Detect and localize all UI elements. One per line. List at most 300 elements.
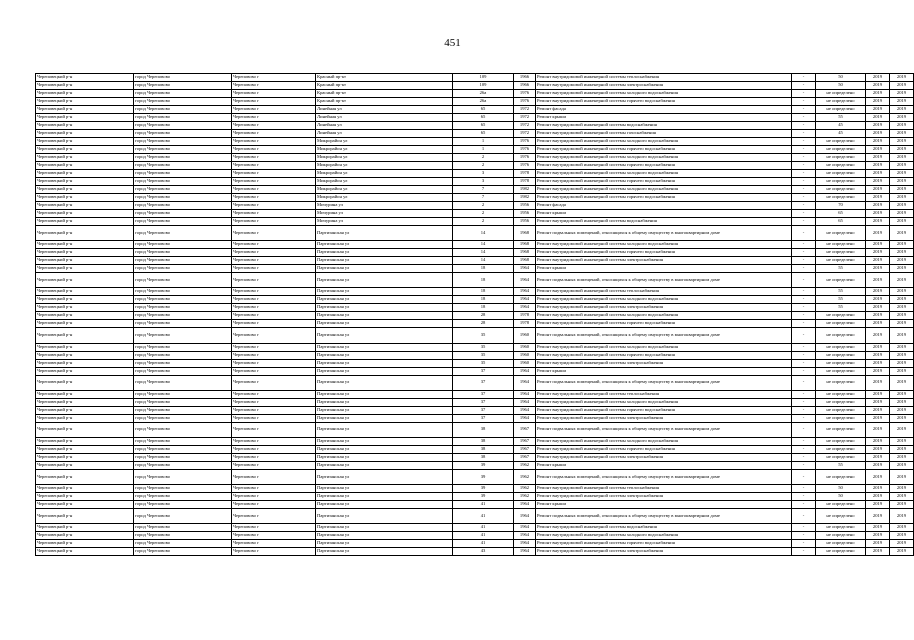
cell-build-year: 1964 xyxy=(514,296,536,304)
cell-end-year: 2019 xyxy=(890,114,914,122)
cell-dash: - xyxy=(792,509,816,524)
cell-street: Линейная ул xyxy=(316,130,453,138)
cell-locality: Череповово г xyxy=(232,367,316,375)
cell-deterioration: не определено xyxy=(816,453,866,461)
cell-street: Партизанская ул xyxy=(316,249,453,257)
cell-locality: Череповово г xyxy=(232,445,316,453)
cell-end-year: 2019 xyxy=(890,461,914,469)
cell-house-number: 35 xyxy=(453,351,514,359)
cell-district: Череповецкий р-н xyxy=(36,98,134,106)
cell-street: Микрорайон ул xyxy=(316,138,453,146)
cell-settlement: город Череповово xyxy=(134,343,232,351)
cell-street: Микрорайон ул xyxy=(316,194,453,202)
cell-district: Череповецкий р-н xyxy=(36,82,134,90)
cell-house-number: 109 xyxy=(453,82,514,90)
cell-locality: Череповово г xyxy=(232,194,316,202)
cell-dash: - xyxy=(792,437,816,445)
cell-build-year: 1967 xyxy=(514,453,536,461)
table-row xyxy=(36,398,914,406)
table-row xyxy=(36,296,914,304)
cell-district: Череповецкий р-н xyxy=(36,273,134,288)
cell-settlement: город Череповово xyxy=(134,288,232,296)
cell-dash: - xyxy=(792,351,816,359)
cell-work-type: Ремонт внутридомовой инженерной системы теплоснабжения xyxy=(536,74,792,82)
cell-end-year: 2019 xyxy=(890,288,914,296)
cell-street: Мичурина ул xyxy=(316,202,453,210)
cell-street: Партизанская ул xyxy=(316,501,453,509)
cell-work-type: Ремонт подвальных помещений, относящихся к общему имуществу в многоквартирном доме xyxy=(536,422,792,437)
cell-deterioration: 55 xyxy=(816,265,866,273)
cell-street: Партизанская ул xyxy=(316,359,453,367)
cell-street: Партизанская ул xyxy=(316,469,453,484)
cell-end-year: 2019 xyxy=(890,296,914,304)
cell-house-number: 39 xyxy=(453,485,514,493)
cell-locality: Череповово г xyxy=(232,202,316,210)
cell-dash: - xyxy=(792,265,816,273)
cell-deterioration: 55 xyxy=(816,304,866,312)
cell-end-year: 2019 xyxy=(890,501,914,509)
cell-build-year: 1966 xyxy=(514,82,536,90)
cell-street: Партизанская ул xyxy=(316,257,453,265)
cell-settlement: город Череповово xyxy=(134,320,232,328)
table-row xyxy=(36,210,914,218)
cell-settlement: город Череповово xyxy=(134,359,232,367)
cell-house-number: 1 xyxy=(453,138,514,146)
table-row xyxy=(36,249,914,257)
cell-start-year: 2019 xyxy=(866,288,890,296)
cell-district: Череповецкий р-н xyxy=(36,359,134,367)
cell-house-number: 2 xyxy=(453,210,514,218)
cell-house-number: 38 xyxy=(453,453,514,461)
cell-dash: - xyxy=(792,241,816,249)
cell-start-year: 2019 xyxy=(866,453,890,461)
cell-house-number: 3 xyxy=(453,170,514,178)
cell-end-year: 2019 xyxy=(890,74,914,82)
cell-deterioration: 45 xyxy=(816,122,866,130)
table-row xyxy=(36,414,914,422)
cell-deterioration: не определено xyxy=(816,226,866,241)
cell-street: Партизанская ул xyxy=(316,461,453,469)
cell-start-year: 2019 xyxy=(866,485,890,493)
cell-work-type: Ремонт внутридомовой инженерной системы горячего водоснабжения xyxy=(536,406,792,414)
cell-deterioration: не определено xyxy=(816,390,866,398)
table-row xyxy=(36,194,914,202)
cell-end-year: 2019 xyxy=(890,162,914,170)
cell-dash: - xyxy=(792,249,816,257)
cell-build-year: 1967 xyxy=(514,445,536,453)
cell-end-year: 2019 xyxy=(890,414,914,422)
cell-deterioration: 70 xyxy=(816,202,866,210)
cell-house-number: 2 xyxy=(453,162,514,170)
cell-settlement: город Череповово xyxy=(134,422,232,437)
cell-district: Череповецкий р-н xyxy=(36,170,134,178)
cell-end-year: 2019 xyxy=(890,90,914,98)
cell-build-year: 1982 xyxy=(514,186,536,194)
cell-build-year: 1956 xyxy=(514,202,536,210)
cell-street: Партизанская ул xyxy=(316,304,453,312)
cell-work-type: Ремонт внутридомовой инженерной системы горячего водоснабжения xyxy=(536,249,792,257)
cell-settlement: город Череповово xyxy=(134,202,232,210)
cell-start-year: 2019 xyxy=(866,540,890,548)
cell-district: Череповецкий р-н xyxy=(36,218,134,226)
cell-house-number: 39 xyxy=(453,461,514,469)
cell-house-number: 39 xyxy=(453,469,514,484)
cell-street: Партизанская ул xyxy=(316,351,453,359)
cell-house-number: 35 xyxy=(453,343,514,351)
cell-deterioration: не определено xyxy=(816,194,866,202)
cell-dash: - xyxy=(792,82,816,90)
cell-build-year: 1964 xyxy=(514,532,536,540)
cell-house-number: 26а xyxy=(453,98,514,106)
cell-locality: Череповово г xyxy=(232,312,316,320)
cell-locality: Череповово г xyxy=(232,343,316,351)
cell-settlement: город Череповово xyxy=(134,162,232,170)
cell-start-year: 2019 xyxy=(866,548,890,556)
cell-end-year: 2019 xyxy=(890,509,914,524)
cell-start-year: 2019 xyxy=(866,493,890,501)
cell-work-type: Ремонт внутридомовой инженерной системы водоснабжения xyxy=(536,122,792,130)
cell-build-year: 1962 xyxy=(514,485,536,493)
cell-district: Череповецкий р-н xyxy=(36,265,134,273)
cell-street: Партизанская ул xyxy=(316,445,453,453)
cell-district: Череповецкий р-н xyxy=(36,509,134,524)
cell-district: Череповецкий р-н xyxy=(36,485,134,493)
table-row xyxy=(36,202,914,210)
table-row xyxy=(36,304,914,312)
cell-deterioration: не определено xyxy=(816,359,866,367)
cell-deterioration: не определено xyxy=(816,445,866,453)
cell-street: Партизанская ул xyxy=(316,509,453,524)
cell-settlement: город Череповово xyxy=(134,414,232,422)
cell-start-year: 2019 xyxy=(866,359,890,367)
table-row xyxy=(36,540,914,548)
cell-locality: Череповово г xyxy=(232,414,316,422)
cell-build-year: 1976 xyxy=(514,98,536,106)
cell-dash: - xyxy=(792,170,816,178)
cell-street: Красный пр-кт xyxy=(316,98,453,106)
cell-deterioration: не определено xyxy=(816,154,866,162)
cell-end-year: 2019 xyxy=(890,265,914,273)
cell-build-year: 1964 xyxy=(514,390,536,398)
cell-settlement: город Череповово xyxy=(134,304,232,312)
cell-district: Череповецкий р-н xyxy=(36,74,134,82)
cell-work-type: Ремонт фасада xyxy=(536,106,792,114)
cell-dash: - xyxy=(792,98,816,106)
cell-build-year: 1964 xyxy=(514,304,536,312)
table-row xyxy=(36,359,914,367)
cell-district: Череповецкий р-н xyxy=(36,122,134,130)
cell-district: Череповецкий р-н xyxy=(36,138,134,146)
cell-street: Партизанская ул xyxy=(316,312,453,320)
cell-settlement: город Череповово xyxy=(134,273,232,288)
cell-work-type: Ремонт подвальных помещений, относящихся к общему имуществу в многоквартирном доме xyxy=(536,226,792,241)
cell-settlement: город Череповово xyxy=(134,74,232,82)
cell-end-year: 2019 xyxy=(890,493,914,501)
cell-end-year: 2019 xyxy=(890,170,914,178)
cell-locality: Череповово г xyxy=(232,359,316,367)
cell-start-year: 2019 xyxy=(866,146,890,154)
cell-locality: Череповово г xyxy=(232,422,316,437)
cell-build-year: 1964 xyxy=(514,288,536,296)
cell-start-year: 2019 xyxy=(866,398,890,406)
cell-house-number: 14 xyxy=(453,241,514,249)
cell-street: Партизанская ул xyxy=(316,241,453,249)
cell-work-type: Ремонт крыши xyxy=(536,210,792,218)
cell-dash: - xyxy=(792,493,816,501)
cell-build-year: 1978 xyxy=(514,320,536,328)
cell-start-year: 2019 xyxy=(866,178,890,186)
table-row xyxy=(36,122,914,130)
cell-work-type: Ремонт внутридомовой инженерной системы электроснабжения xyxy=(536,548,792,556)
cell-build-year: 1960 xyxy=(514,328,536,343)
cell-settlement: город Череповово xyxy=(134,485,232,493)
cell-street: Красный пр-кт xyxy=(316,82,453,90)
cell-street: Партизанская ул xyxy=(316,375,453,390)
cell-deterioration: не определено xyxy=(816,138,866,146)
cell-end-year: 2019 xyxy=(890,130,914,138)
cell-build-year: 1966 xyxy=(514,74,536,82)
cell-dash: - xyxy=(792,194,816,202)
cell-build-year: 1960 xyxy=(514,343,536,351)
cell-dash: - xyxy=(792,74,816,82)
cell-deterioration: не определено xyxy=(816,422,866,437)
cell-house-number: 7 xyxy=(453,194,514,202)
cell-locality: Череповово г xyxy=(232,122,316,130)
cell-dash: - xyxy=(792,106,816,114)
cell-street: Микрорайон ул xyxy=(316,170,453,178)
cell-build-year: 1968 xyxy=(514,226,536,241)
table-row xyxy=(36,170,914,178)
cell-deterioration: не определено xyxy=(816,312,866,320)
table-row xyxy=(36,328,914,343)
cell-locality: Череповово г xyxy=(232,74,316,82)
cell-locality: Череповово г xyxy=(232,548,316,556)
cell-deterioration: не определено xyxy=(816,146,866,154)
cell-settlement: город Череповово xyxy=(134,114,232,122)
cell-locality: Череповово г xyxy=(232,226,316,241)
cell-end-year: 2019 xyxy=(890,422,914,437)
cell-start-year: 2019 xyxy=(866,367,890,375)
cell-locality: Череповово г xyxy=(232,154,316,162)
cell-deterioration: не определено xyxy=(816,501,866,509)
cell-start-year: 2019 xyxy=(866,351,890,359)
cell-district: Череповецкий р-н xyxy=(36,154,134,162)
cell-dash: - xyxy=(792,186,816,194)
cell-house-number: 65 xyxy=(453,106,514,114)
cell-house-number: 18 xyxy=(453,288,514,296)
cell-district: Череповецкий р-н xyxy=(36,524,134,532)
cell-district: Череповецкий р-н xyxy=(36,146,134,154)
cell-work-type: Ремонт внутридомовой инженерной системы водоснабжения xyxy=(536,218,792,226)
cell-locality: Череповово г xyxy=(232,406,316,414)
cell-district: Череповецкий р-н xyxy=(36,162,134,170)
cell-settlement: город Череповово xyxy=(134,265,232,273)
cell-district: Череповецкий р-н xyxy=(36,178,134,186)
cell-end-year: 2019 xyxy=(890,367,914,375)
cell-dash: - xyxy=(792,273,816,288)
cell-district: Череповецкий р-н xyxy=(36,469,134,484)
cell-settlement: город Череповово xyxy=(134,249,232,257)
table-row xyxy=(36,162,914,170)
cell-district: Череповецкий р-н xyxy=(36,437,134,445)
cell-build-year: 1964 xyxy=(514,414,536,422)
cell-settlement: город Череповово xyxy=(134,82,232,90)
cell-end-year: 2019 xyxy=(890,406,914,414)
cell-district: Череповецкий р-н xyxy=(36,312,134,320)
cell-end-year: 2019 xyxy=(890,122,914,130)
cell-district: Череповецкий р-н xyxy=(36,367,134,375)
cell-dash: - xyxy=(792,328,816,343)
cell-build-year: 1976 xyxy=(514,146,536,154)
cell-house-number: 1 xyxy=(453,146,514,154)
cell-work-type: Ремонт подвальных помещений, относящихся к общему имуществу в многоквартирном доме xyxy=(536,328,792,343)
cell-build-year: 1972 xyxy=(514,122,536,130)
cell-work-type: Ремонт внутридомовой инженерной системы газоснабжения xyxy=(536,130,792,138)
cell-street: Линейная ул xyxy=(316,114,453,122)
cell-start-year: 2019 xyxy=(866,320,890,328)
cell-district: Череповецкий р-н xyxy=(36,186,134,194)
cell-locality: Череповово г xyxy=(232,288,316,296)
cell-street: Красный пр-кт xyxy=(316,74,453,82)
cell-street: Партизанская ул xyxy=(316,288,453,296)
table-row xyxy=(36,288,914,296)
cell-work-type: Ремонт внутридомовой инженерной системы холодного водоснабжения xyxy=(536,138,792,146)
cell-house-number: 43 xyxy=(453,548,514,556)
cell-house-number: 41 xyxy=(453,540,514,548)
cell-house-number: 18 xyxy=(453,296,514,304)
cell-work-type: Ремонт подвальных помещений, относящихся к общему имуществу в многоквартирном доме xyxy=(536,509,792,524)
table-row xyxy=(36,265,914,273)
cell-end-year: 2019 xyxy=(890,82,914,90)
cell-start-year: 2019 xyxy=(866,249,890,257)
cell-build-year: 1964 xyxy=(514,265,536,273)
cell-district: Череповецкий р-н xyxy=(36,375,134,390)
cell-house-number: 41 xyxy=(453,524,514,532)
table-row xyxy=(36,114,914,122)
cell-house-number: 18 xyxy=(453,273,514,288)
cell-build-year: 1960 xyxy=(514,351,536,359)
cell-deterioration: не определено xyxy=(816,375,866,390)
table-row xyxy=(36,82,914,90)
cell-build-year: 1964 xyxy=(514,524,536,532)
cell-dash: - xyxy=(792,90,816,98)
cell-build-year: 1962 xyxy=(514,469,536,484)
cell-dash: - xyxy=(792,532,816,540)
cell-locality: Череповово г xyxy=(232,493,316,501)
cell-street: Партизанская ул xyxy=(316,390,453,398)
cell-work-type: Ремонт крыши xyxy=(536,367,792,375)
cell-dash: - xyxy=(792,485,816,493)
cell-district: Череповецкий р-н xyxy=(36,461,134,469)
cell-street: Партизанская ул xyxy=(316,414,453,422)
cell-settlement: город Череповово xyxy=(134,509,232,524)
cell-start-year: 2019 xyxy=(866,241,890,249)
cell-start-year: 2019 xyxy=(866,210,890,218)
cell-build-year: 1967 xyxy=(514,422,536,437)
cell-dash: - xyxy=(792,398,816,406)
cell-dash: - xyxy=(792,343,816,351)
cell-settlement: город Череповово xyxy=(134,241,232,249)
cell-start-year: 2019 xyxy=(866,202,890,210)
cell-deterioration: не определено xyxy=(816,178,866,186)
cell-dash: - xyxy=(792,218,816,226)
cell-street: Красный пр-кт xyxy=(316,90,453,98)
table-row xyxy=(36,257,914,265)
cell-work-type: Ремонт внутридомовой инженерной системы электроснабжения xyxy=(536,453,792,461)
cell-end-year: 2019 xyxy=(890,106,914,114)
cell-locality: Череповово г xyxy=(232,82,316,90)
cell-end-year: 2019 xyxy=(890,154,914,162)
cell-street: Партизанская ул xyxy=(316,398,453,406)
cell-end-year: 2019 xyxy=(890,328,914,343)
cell-deterioration: 65 xyxy=(816,210,866,218)
cell-street: Линейная ул xyxy=(316,106,453,114)
cell-end-year: 2019 xyxy=(890,202,914,210)
cell-district: Череповецкий р-н xyxy=(36,414,134,422)
cell-locality: Череповово г xyxy=(232,296,316,304)
cell-district: Череповецкий р-н xyxy=(36,241,134,249)
cell-street: Линейная ул xyxy=(316,122,453,130)
cell-start-year: 2019 xyxy=(866,461,890,469)
cell-district: Череповецкий р-н xyxy=(36,445,134,453)
cell-district: Череповецкий р-н xyxy=(36,304,134,312)
cell-end-year: 2019 xyxy=(890,375,914,390)
cell-work-type: Ремонт внутридомовой инженерной системы горячего водоснабжения xyxy=(536,320,792,328)
cell-work-type: Ремонт внутридомовой инженерной системы электроснабжения xyxy=(536,414,792,422)
cell-locality: Череповово г xyxy=(232,304,316,312)
cell-settlement: город Череповово xyxy=(134,296,232,304)
cell-district: Череповецкий р-н xyxy=(36,249,134,257)
cell-start-year: 2019 xyxy=(866,501,890,509)
cell-settlement: город Череповово xyxy=(134,493,232,501)
cell-dash: - xyxy=(792,130,816,138)
cell-work-type: Ремонт фасада xyxy=(536,202,792,210)
cell-work-type: Ремонт внутридомовой инженерной системы электроснабжения xyxy=(536,82,792,90)
table-row xyxy=(36,390,914,398)
cell-locality: Череповово г xyxy=(232,186,316,194)
cell-start-year: 2019 xyxy=(866,296,890,304)
table-body xyxy=(36,74,914,556)
cell-locality: Череповово г xyxy=(232,501,316,509)
cell-start-year: 2019 xyxy=(866,122,890,130)
cell-dash: - xyxy=(792,367,816,375)
cell-house-number: 37 xyxy=(453,414,514,422)
cell-end-year: 2019 xyxy=(890,226,914,241)
cell-deterioration: 50 xyxy=(816,82,866,90)
cell-build-year: 1968 xyxy=(514,249,536,257)
cell-street: Партизанская ул xyxy=(316,343,453,351)
cell-deterioration: не определено xyxy=(816,343,866,351)
cell-deterioration: не определено xyxy=(816,509,866,524)
cell-settlement: город Череповово xyxy=(134,540,232,548)
cell-street: Партизанская ул xyxy=(316,524,453,532)
cell-street: Партизанская ул xyxy=(316,493,453,501)
cell-street: Партизанская ул xyxy=(316,367,453,375)
cell-locality: Череповово г xyxy=(232,320,316,328)
cell-district: Череповецкий р-н xyxy=(36,194,134,202)
cell-deterioration: 50 xyxy=(816,485,866,493)
table-row xyxy=(36,320,914,328)
cell-house-number: 37 xyxy=(453,398,514,406)
cell-dash: - xyxy=(792,312,816,320)
cell-deterioration: не определено xyxy=(816,170,866,178)
table-row xyxy=(36,312,914,320)
cell-locality: Череповово г xyxy=(232,114,316,122)
cell-deterioration: не определено xyxy=(816,469,866,484)
cell-build-year: 1956 xyxy=(514,210,536,218)
cell-dash: - xyxy=(792,414,816,422)
cell-deterioration: 55 xyxy=(816,296,866,304)
